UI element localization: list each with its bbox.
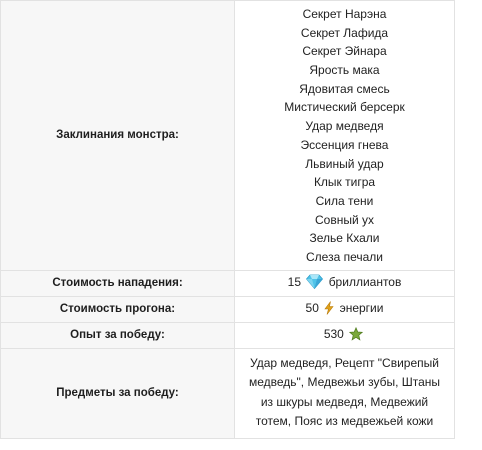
experience-value bbox=[235, 322, 455, 348]
loot-row bbox=[1, 348, 455, 438]
spell-item: Совный ух bbox=[314, 212, 374, 227]
experience-star-icon bbox=[349, 327, 363, 344]
spell-item: Эссенция гнева bbox=[300, 137, 389, 152]
loot-items: Удар медведя, Рецепт "Свирепый медведь", Медвежьи зубы, Штаны из шкуры медведя, Медвежий тотем, Пояс из медвежьей кожи bbox=[248, 355, 441, 429]
attack-cost-unit: бриллиантов bbox=[328, 275, 402, 290]
spell-item: Ярость мака bbox=[309, 63, 380, 78]
run-cost-value bbox=[235, 296, 455, 322]
spell-item: Секрет Лафида bbox=[300, 25, 389, 40]
diamond-icon bbox=[306, 274, 323, 292]
spell-item: Секрет Нарэна bbox=[302, 7, 387, 21]
spells-row bbox=[1, 1, 455, 271]
experience-label: Опыт за победу: bbox=[1, 322, 235, 348]
attack-cost-row bbox=[1, 270, 455, 296]
attack-cost-amount: 15 bbox=[287, 275, 301, 290]
spell-item: Секрет Эйнара bbox=[302, 44, 387, 59]
spells-label: Заклинания монстра: bbox=[1, 1, 235, 271]
spell-item: Сила тени bbox=[315, 193, 374, 208]
attack-cost-value bbox=[235, 270, 455, 296]
run-cost-amount: 50 bbox=[305, 300, 319, 315]
spells-value bbox=[235, 1, 455, 271]
spell-item: Слеза печали bbox=[306, 249, 383, 264]
spell-item: Удар медведя bbox=[305, 119, 384, 134]
run-cost-label: Стоимость прогона: bbox=[1, 296, 235, 322]
energy-icon bbox=[324, 301, 334, 318]
spell-item: Мистический берсерк bbox=[284, 100, 405, 115]
spell-item: Зелье Кхали bbox=[309, 231, 380, 246]
spell-item: Львиный удар bbox=[305, 156, 384, 171]
spell-item: Ядовитая смесь bbox=[299, 81, 390, 96]
run-cost-row bbox=[1, 296, 455, 322]
experience-row bbox=[1, 322, 455, 348]
loot-value bbox=[235, 348, 455, 438]
spell-item: Клык тигра bbox=[313, 175, 376, 190]
attack-cost-label: Стоимость нападения: bbox=[1, 270, 235, 296]
loot-label: Предметы за победу: bbox=[1, 348, 235, 438]
experience-amount: 530 bbox=[323, 326, 344, 341]
spell-list bbox=[235, 1, 454, 270]
run-cost-unit: энергии bbox=[339, 300, 384, 315]
